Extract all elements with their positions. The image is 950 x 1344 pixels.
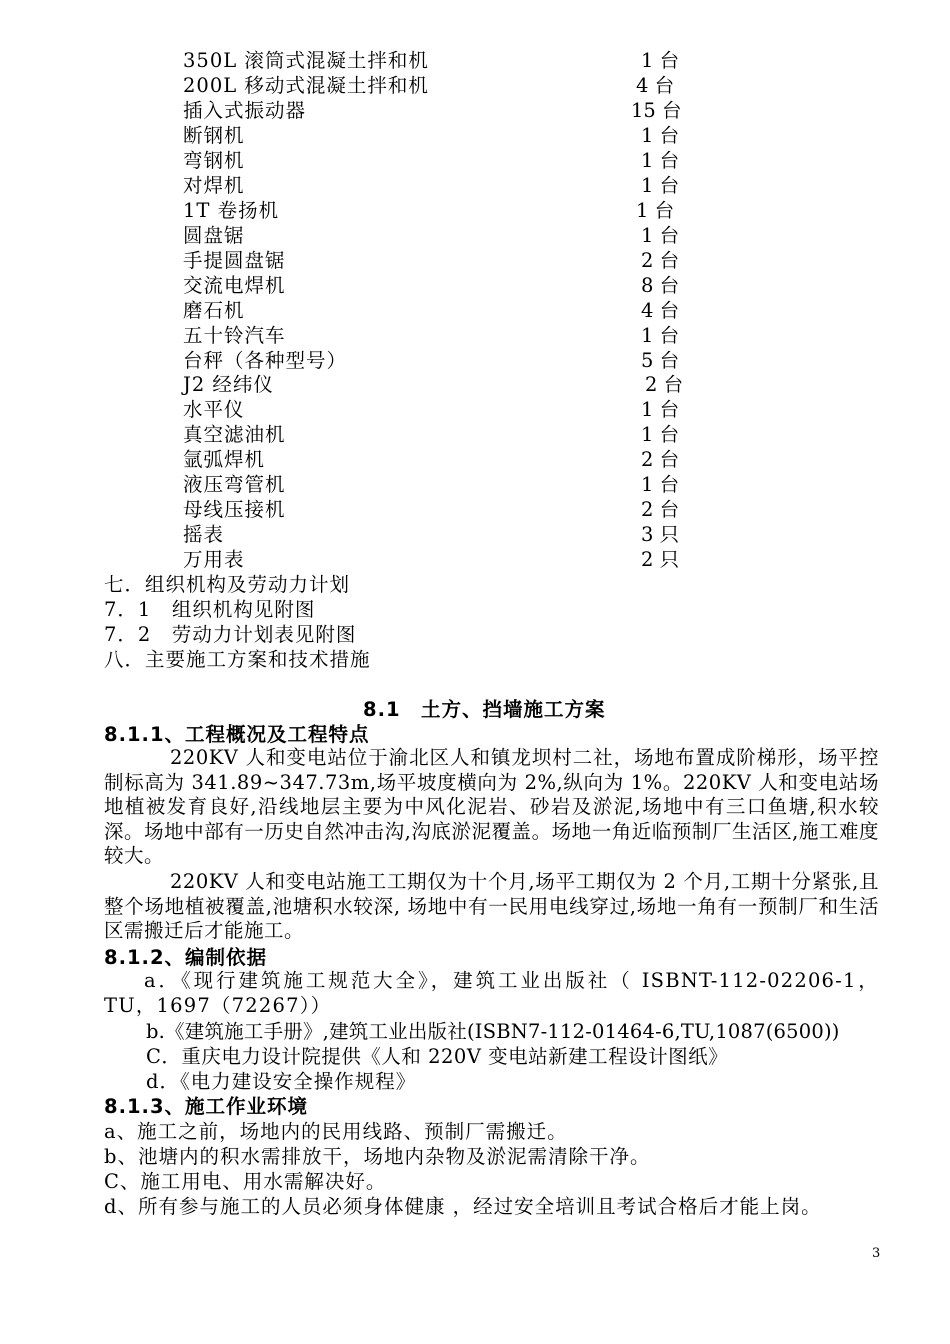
equipment-name: 磨石机 — [183, 299, 245, 322]
equipment-qty: 2 台 — [641, 448, 680, 471]
equipment-name: 断钢机 — [183, 124, 245, 147]
equipment-row — [0, 148, 950, 173]
equipment-name: 台秤（各种型号） — [183, 349, 348, 372]
equipment-qty: 2 台 — [641, 498, 680, 521]
basis-item-c: C．重庆电力设计院提供《人和 220V 变电站新建工程设计图纸》 — [146, 1045, 729, 1068]
environment-item-c: C、施工用电、用水需解决好。 — [104, 1170, 387, 1193]
subsection-heading-8-1-1: 8.1.1、工程概况及工程特点 — [104, 723, 370, 746]
equipment-qty: 2 只 — [641, 548, 680, 571]
equipment-row — [0, 123, 950, 148]
equipment-row — [0, 447, 950, 472]
equipment-name: J2 经纬仪 — [183, 373, 274, 396]
subsection-heading-8-1-3: 8.1.3、施工作业环境 — [104, 1095, 309, 1118]
equipment-row — [0, 472, 950, 497]
outline-heading-7: 七．组织机构及劳动力计划 — [104, 573, 351, 596]
equipment-name: 200L 移动式混凝土拌和机 — [183, 74, 429, 97]
equipment-qty: 1 台 — [641, 149, 680, 172]
equipment-qty: 1 台 — [641, 423, 680, 446]
equipment-qty: 1 台 — [641, 49, 680, 72]
equipment-qty: 8 台 — [641, 274, 680, 297]
equipment-qty: 2 台 — [641, 249, 680, 272]
environment-item-a: a、施工之前，场地内的民用线路、预制厂需搬迁。 — [104, 1120, 568, 1143]
equipment-row — [0, 98, 950, 123]
equipment-qty: 1 台 — [636, 199, 675, 222]
equipment-row — [0, 397, 950, 422]
page-number: 3 — [872, 1246, 881, 1261]
outline-heading-8: 八．主要施工方案和技术措施 — [104, 648, 371, 671]
equipment-name: 氩弧焊机 — [183, 448, 266, 471]
equipment-name: 手提圆盘锯 — [183, 249, 286, 272]
equipment-row — [0, 173, 950, 198]
equipment-qty: 1 台 — [641, 124, 680, 147]
basis-item-a: a．《现行建筑施工规范大全》，建筑工业出版社（ ISBNT-112-02206-1，TU，1697（72267）） — [104, 969, 879, 1017]
equipment-name: 万用表 — [183, 548, 245, 571]
equipment-qty: 5 台 — [641, 349, 680, 372]
equipment-row — [0, 223, 950, 248]
equipment-qty: 1 台 — [641, 224, 680, 247]
equipment-row — [0, 323, 950, 348]
equipment-name: 350L 滚筒式混凝土拌和机 — [183, 49, 429, 72]
equipment-name: 插入式振动器 — [183, 99, 307, 122]
outline-item-7-2: 7．2 劳动力计划表见附图 — [104, 623, 357, 646]
equipment-name: 交流电焊机 — [183, 274, 286, 297]
section-title: 8.1 土方、挡墙施工方案 — [363, 698, 606, 721]
equipment-row — [0, 248, 950, 273]
equipment-row — [0, 73, 950, 98]
equipment-qty: 1 台 — [641, 174, 680, 197]
equipment-row — [0, 348, 950, 373]
equipment-name: 对焊机 — [183, 174, 245, 197]
equipment-row — [0, 547, 950, 572]
subsection-heading-8-1-2: 8.1.2、编制依据 — [104, 946, 268, 969]
equipment-qty: 1 台 — [641, 398, 680, 421]
equipment-row — [0, 522, 950, 547]
environment-item-d: d、所有参与施工的人员必须身体健康 ，经过安全培训且考试合格后才能上岗。 — [104, 1195, 822, 1218]
equipment-name: 母线压接机 — [183, 498, 286, 521]
equipment-row — [0, 273, 950, 298]
paragraph-overview: 220KV 人和变电站位于渝北区人和镇龙坝村二社，场地布置成阶梯形，场平控制标高为 341.89~347.73m,场平坡度横向为 2%,纵向为 1%。220KV 人和变电站场地植被发育良好,沿线地层主要为中风化泥岩、砂岩及淤泥,场地中有三口鱼塘,积水较深。场地中部有一历史自然冲击沟,沟底淤泥覆盖。场地一角近临预制厂生活区,施工难度较大。 — [104, 746, 879, 868]
paragraph-schedule: 220KV 人和变电站施工工期仅为十个月,场平工期仅为 2 个月,工期十分紧张,且整个场地植被覆盖,池塘积水较深, 场地中有一民用电线穿过,场地一角有一预制厂和生活区需搬迁后才能施工。 — [104, 870, 879, 943]
equipment-qty: 3 只 — [641, 523, 680, 546]
equipment-row — [0, 198, 950, 223]
equipment-name: 1T 卷扬机 — [183, 199, 280, 222]
outline-item-7-1: 7．1 组织机构见附图 — [104, 598, 316, 621]
equipment-qty: 1 台 — [641, 324, 680, 347]
equipment-qty: 2 台 — [645, 373, 684, 396]
equipment-row — [0, 48, 950, 73]
basis-item-d: d．《电力建设安全操作规程》 — [146, 1070, 417, 1093]
equipment-name: 摇表 — [183, 523, 225, 546]
equipment-name: 液压弯管机 — [183, 473, 286, 496]
basis-item-b: b.《建筑施工手册》,建筑工业出版社(ISBN7-112-01464-6,TU,1087(6500)) — [146, 1020, 840, 1043]
equipment-qty: 15 台 — [631, 99, 682, 122]
equipment-qty: 1 台 — [641, 473, 680, 496]
equipment-qty: 4 台 — [636, 74, 675, 97]
equipment-row — [0, 372, 950, 397]
equipment-name: 水平仪 — [183, 398, 245, 421]
equipment-row — [0, 298, 950, 323]
equipment-name: 弯钢机 — [183, 149, 245, 172]
equipment-name: 五十铃汽车 — [183, 324, 286, 347]
equipment-qty: 4 台 — [641, 299, 680, 322]
equipment-row — [0, 422, 950, 447]
equipment-row — [0, 497, 950, 522]
equipment-name: 圆盘锯 — [183, 224, 245, 247]
environment-item-b: b、池塘内的积水需排放干，场地内杂物及淤泥需清除干净。 — [104, 1145, 651, 1168]
equipment-name: 真空滤油机 — [183, 423, 286, 446]
